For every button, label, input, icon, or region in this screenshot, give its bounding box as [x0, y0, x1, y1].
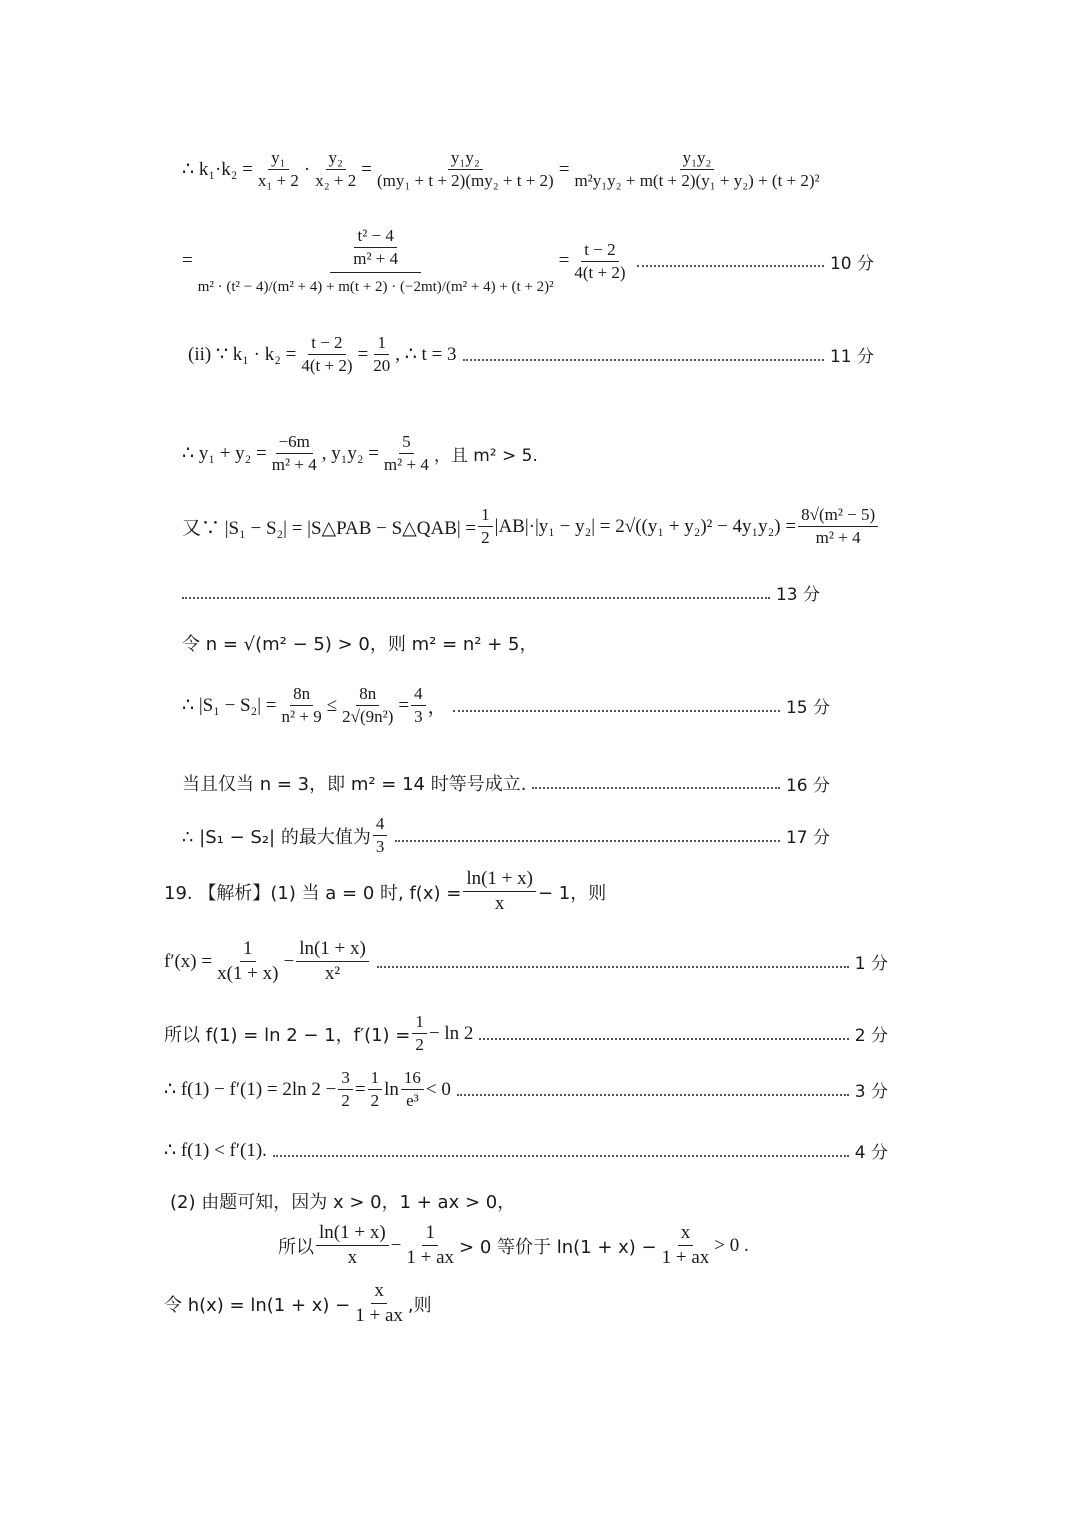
score-label: 2 分 — [854, 1026, 888, 1046]
numerator: y₁ — [268, 148, 288, 170]
fraction — [381, 432, 432, 475]
denominator: 3 — [375, 837, 385, 856]
fraction — [214, 938, 281, 985]
leader-dots — [453, 700, 780, 712]
text: = — [354, 1078, 366, 1100]
text: ,则 — [407, 1294, 432, 1316]
eq-area-diff — [182, 505, 880, 548]
denominator: x₂ + 2 — [315, 171, 357, 190]
denominator: 1 + ax — [661, 1247, 710, 1268]
numerator: 3 — [338, 1068, 353, 1090]
text: ∴ |S₁ − S₂| = — [182, 695, 277, 716]
fraction — [412, 1012, 427, 1055]
numerator: ln(1 + x) — [296, 938, 369, 962]
eq-bound: ∴ |S₁ − S₂| = $\frac{8n}{\text{n² + 9}}$ ≤ $\frac{8n}{\text{2√(9n²)}}$ = $\frac{4}{3}$ ， 15 分 — [182, 684, 830, 726]
fraction — [370, 333, 393, 376]
eq-conclusion-1 — [164, 1138, 888, 1163]
denominator: 2 — [341, 1091, 350, 1110]
denominator: 2 — [481, 528, 490, 547]
fraction — [338, 1068, 353, 1111]
denominator: 2 — [415, 1035, 424, 1054]
text: ∴ y₁ + y₂ = — [182, 443, 267, 464]
numerator: 5 — [399, 432, 414, 454]
denominator: x — [494, 893, 505, 914]
numerator: y₁y₂ — [448, 148, 483, 170]
denominator: 3 — [414, 707, 423, 726]
denominator: e³ — [406, 1091, 419, 1110]
text: − — [283, 950, 295, 972]
fraction — [368, 1068, 383, 1111]
denominator: (my₁ + t + 2)(my₂ + t + 2) — [376, 171, 554, 190]
numerator: x — [678, 1222, 694, 1246]
problem-19-header — [164, 868, 606, 915]
score-line-13 — [182, 580, 820, 605]
numerator: ln(1 + x) — [463, 868, 536, 892]
fraction — [255, 148, 302, 191]
denominator: m² · (t² − 4)/(m² + 4) + m(t + 2) · (−2mt)/(m² + 4) + (t + 2)² — [197, 279, 554, 295]
text: (2) 由题可知，因为 x > 0，1 + ax > 0， — [170, 1192, 516, 1213]
text: 19. 【解析】(1) 当 a = 0 时, f(x) = — [164, 882, 462, 904]
fraction — [312, 148, 359, 191]
text: ∴ k₁·k₂ = — [182, 159, 253, 180]
score-label: 10 分 — [829, 253, 874, 274]
fraction — [374, 148, 557, 191]
text: ∴ f(1) < f′(1). — [164, 1140, 267, 1161]
numerator: 1 — [374, 333, 389, 355]
text: < 0 — [425, 1078, 451, 1100]
numerator: 1 — [478, 505, 493, 527]
compound-fraction — [195, 226, 557, 296]
eq-difference — [164, 1068, 888, 1111]
denominator: m²y₁y₂ + m(t + 2)(y₁ + y₂) + (t + 2)² — [574, 171, 820, 190]
text: ≤ — [326, 694, 338, 716]
text: > 0 . — [714, 1234, 749, 1256]
numerator: ln(1 + x) — [316, 1222, 389, 1246]
leader-dots — [377, 956, 849, 968]
text: − 1，则 — [537, 882, 607, 904]
denominator: n² + 9 — [281, 707, 322, 726]
eq-substitution — [182, 630, 537, 656]
denominator: 1 + ax — [406, 1247, 455, 1268]
text: − — [390, 1234, 402, 1256]
eq-equality-case — [182, 770, 830, 796]
leader-dots — [182, 587, 770, 599]
score-label: 3 分 — [854, 1082, 888, 1102]
numerator: 1 — [412, 1012, 427, 1034]
denominator: m² + 4 — [353, 249, 399, 268]
text: , ∴ t = 3 — [395, 344, 457, 365]
numerator: −6m — [276, 432, 313, 454]
fraction — [463, 868, 536, 915]
text: 所以 f(1) = ln 2 − 1，f′(1) = — [164, 1024, 411, 1046]
score-label: 11 分 — [829, 347, 874, 367]
denominator: m² + 4 — [271, 455, 317, 474]
text: f′(x) = — [164, 950, 213, 972]
numerator: 8√(m² − 5) — [798, 505, 878, 527]
numerator: 1 — [368, 1068, 383, 1090]
part-2-intro — [170, 1188, 515, 1214]
numerator: y₂ — [326, 148, 346, 170]
fraction — [352, 1280, 406, 1327]
denominator: x(1 + x) — [217, 963, 279, 984]
text: 又∵ |S₁ − S₂| = |S△PAB − S△QAB| = — [182, 518, 477, 539]
denominator: 4(t + 2) — [574, 262, 626, 282]
text: ∴ |S₁ − S₂| 的最大值为 — [182, 826, 371, 848]
fraction — [478, 505, 493, 548]
eq-derivative — [164, 938, 888, 985]
fraction — [373, 814, 388, 857]
fraction — [279, 684, 325, 727]
text: (ii) ∵ k₁ · k₂ = — [188, 344, 297, 365]
leader-dots — [395, 830, 780, 842]
denominator: m² + 4 — [815, 528, 861, 547]
fraction — [296, 938, 369, 985]
leader-dots — [479, 1028, 848, 1040]
numerator: 1 — [422, 1222, 438, 1246]
denominator: 1 + ax — [355, 1305, 403, 1326]
denominator: 2 — [370, 1091, 380, 1110]
fraction — [401, 1068, 424, 1111]
text: ∴ f(1) − f′(1) = 2ln 2 − — [164, 1079, 337, 1100]
denominator: x₁ + 2 — [257, 171, 299, 190]
leader-dots — [457, 1084, 849, 1096]
fraction — [571, 240, 628, 283]
text: 所以 — [278, 1236, 314, 1258]
text: 令 h(x) = ln(1 + x) − — [164, 1294, 351, 1316]
numerator: t² − 4 — [354, 226, 396, 248]
numerator: 4 — [373, 814, 388, 836]
denominator: 20 — [373, 356, 391, 375]
text: 当且仅当 n = 3，即 m² = 14 时等号成立. — [182, 774, 527, 795]
leader-dots — [463, 349, 824, 361]
numerator: t − 2 — [308, 333, 345, 355]
leader-dots — [532, 777, 780, 789]
eq-simplify: = $\frac{\text{t² − 4}}{\text{m² + 4}}$ m² · (t² − 4)/(m² + 4) + m(t + 2) · (−2mt)/(m² + 4) + (t + 2)² = $\frac{t - 2}{4(t + 2)}$ 10 分 — [182, 226, 874, 295]
fraction — [571, 148, 822, 191]
text: = — [398, 694, 410, 716]
text: ln — [384, 1078, 399, 1100]
text: − ln 2 — [428, 1022, 474, 1044]
fraction — [659, 1222, 713, 1269]
text: 令 n = √(m² − 5) > 0，则 m² = n² + 5， — [182, 634, 538, 655]
text: |AB|·|y₁ − y₂| = 2√((y₁ + y₂)² − 4y₁y₂) = — [494, 515, 797, 537]
denominator: x² — [324, 963, 341, 984]
fraction — [411, 684, 426, 727]
denominator: m² + 4 — [383, 455, 429, 474]
fraction — [339, 684, 396, 727]
numerator: 8n — [356, 684, 379, 706]
numerator: y₁y₂ — [680, 148, 715, 170]
score-label: 17 分 — [785, 828, 830, 848]
denominator: x — [347, 1247, 358, 1268]
score-label: 15 分 — [785, 698, 830, 718]
fraction — [316, 1222, 389, 1269]
eq-vieta — [182, 432, 538, 475]
text: , y₁y₂ = — [321, 442, 379, 464]
fraction — [798, 505, 878, 548]
numerator: x — [371, 1280, 387, 1304]
eq-equivalence — [278, 1222, 749, 1269]
numerator: 4 — [411, 684, 426, 706]
score-label: 13 分 — [775, 585, 820, 605]
numerator: 8n — [290, 684, 313, 706]
eq-values-at-1 — [164, 1012, 888, 1055]
denominator: 2√(9n²) — [342, 707, 394, 726]
eq-ii — [188, 333, 874, 376]
denominator: 4(t + 2) — [301, 356, 353, 375]
leader-dots — [273, 1145, 849, 1157]
numerator: t − 2 — [581, 240, 618, 262]
score-label: 4 分 — [854, 1143, 888, 1163]
fraction — [298, 333, 355, 376]
eq-max-value — [182, 814, 830, 857]
eq-define-h — [164, 1280, 432, 1327]
text: > 0 等价于 ln(1 + x) − — [459, 1236, 657, 1258]
numerator: 16 — [401, 1068, 424, 1090]
numerator: 1 — [240, 938, 256, 962]
fraction — [403, 1222, 457, 1269]
score-label: 16 分 — [785, 775, 830, 796]
leader-dots — [637, 255, 824, 267]
eq-k1k2: ∴ k₁·k₂ = $\frac{\text{y₁}}{\text{x₁ + 2}}$ · $\frac{\text{y₂}}{\text{x₂ + 2}}$ = $\frac{\text{y₁y₂}}{\text{(my₁ + t + 2)(my₂ + t + 2)}}$ = $\frac{\text{y₁y₂}}{\text{m²y₁y₂ + m(t + 2)(y₁ + y₂) + (t + 2)²}}$ — [182, 148, 825, 191]
score-label: 1 分 — [854, 954, 888, 974]
text: ，且 m² > 5. — [433, 446, 538, 466]
fraction — [269, 432, 320, 475]
text: = — [357, 343, 369, 365]
